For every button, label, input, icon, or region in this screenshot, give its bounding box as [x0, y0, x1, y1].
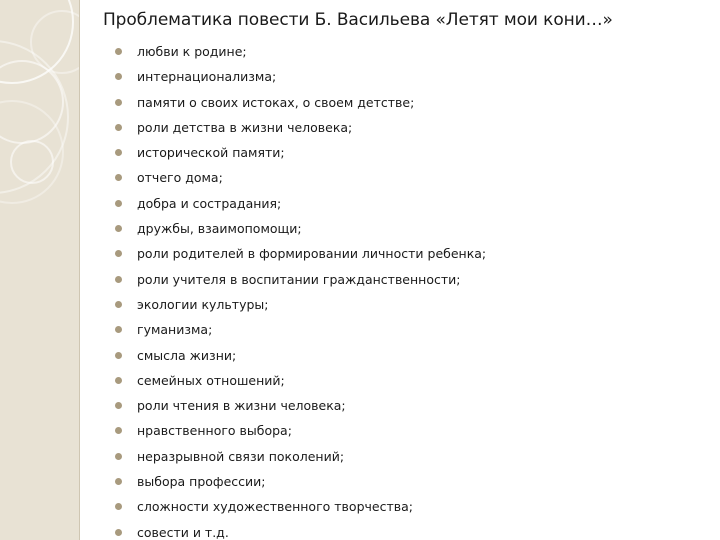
list-item	[110, 396, 700, 421]
bullet-icon	[115, 200, 122, 207]
bullet-icon	[115, 149, 122, 156]
list-item-text: отчего дома;	[137, 170, 223, 186]
list-item	[110, 295, 700, 320]
list-item	[110, 421, 700, 446]
bullet-icon	[115, 503, 122, 510]
list-item-text: любви к родине;	[137, 44, 247, 59]
list-item	[110, 42, 700, 67]
list-item-text: семейных отношений;	[137, 372, 285, 388]
list-item-text: выбора профессии;	[137, 474, 266, 490]
bullet-icon	[115, 174, 122, 181]
list-item-text: смысла жизни;	[137, 347, 237, 363]
list-item	[110, 244, 700, 269]
list-item	[110, 497, 700, 522]
slide-title: Проблематика повести Б. Васильева «Летят мои кони…»	[103, 10, 613, 30]
list-item-text: нравственного выбора;	[137, 423, 292, 439]
bullet-icon	[115, 453, 122, 460]
list-item-text: экологии культуры;	[137, 296, 269, 312]
list-item	[110, 168, 700, 193]
list-item-text: роли учителя в воспитании гражданственности;	[137, 271, 461, 287]
list-item-text: роли чтения в жизни человека;	[137, 398, 346, 414]
side-divider	[79, 0, 80, 540]
bullet-icon	[115, 48, 122, 55]
bullet-icon	[115, 276, 122, 283]
list-item	[110, 194, 700, 219]
decorative-side-panel	[0, 0, 79, 540]
list-item	[110, 118, 700, 143]
bullet-icon	[115, 225, 122, 232]
list-item-text: интернационализма;	[137, 69, 277, 85]
bullet-icon	[115, 99, 122, 106]
list-item-text: гуманизма;	[137, 322, 213, 338]
list-item	[110, 320, 700, 345]
bullet-icon	[115, 529, 122, 536]
bullet-icon	[115, 124, 122, 131]
list-item	[110, 472, 700, 497]
list-item-text: добра и сострадания;	[137, 195, 282, 211]
bullet-icon	[115, 326, 122, 333]
bullet-icon	[115, 402, 122, 409]
list-item-text: памяти о своих истоках, о своем детстве;	[137, 94, 415, 110]
list-item	[110, 346, 700, 371]
list-item-text: дружбы, взаимопомощи;	[137, 221, 302, 237]
list-item	[110, 523, 700, 540]
list-item	[110, 371, 700, 396]
list-item-text: исторической памяти;	[137, 145, 285, 161]
list-item-text: роли детства в жизни человека;	[137, 119, 353, 135]
list-item	[110, 143, 700, 168]
bullet-icon	[115, 301, 122, 308]
list-item	[110, 447, 700, 472]
list-item-text: совести и т.д.	[137, 524, 229, 540]
bullet-icon	[115, 377, 122, 384]
bullet-icon	[115, 352, 122, 359]
bullet-icon	[115, 478, 122, 485]
bullet-icon	[115, 427, 122, 434]
list-item	[110, 93, 700, 118]
list-item	[110, 67, 700, 92]
bullet-icon	[115, 73, 122, 80]
bullet-list	[110, 42, 700, 540]
list-item-text: роли родителей в формировании личности ребенка;	[137, 246, 487, 262]
list-item	[110, 270, 700, 295]
list-item	[110, 219, 700, 244]
list-item-text: неразрывной связи поколений;	[137, 448, 345, 464]
bullet-icon	[115, 250, 122, 257]
list-item-text: сложности художественного творчества;	[137, 499, 413, 515]
